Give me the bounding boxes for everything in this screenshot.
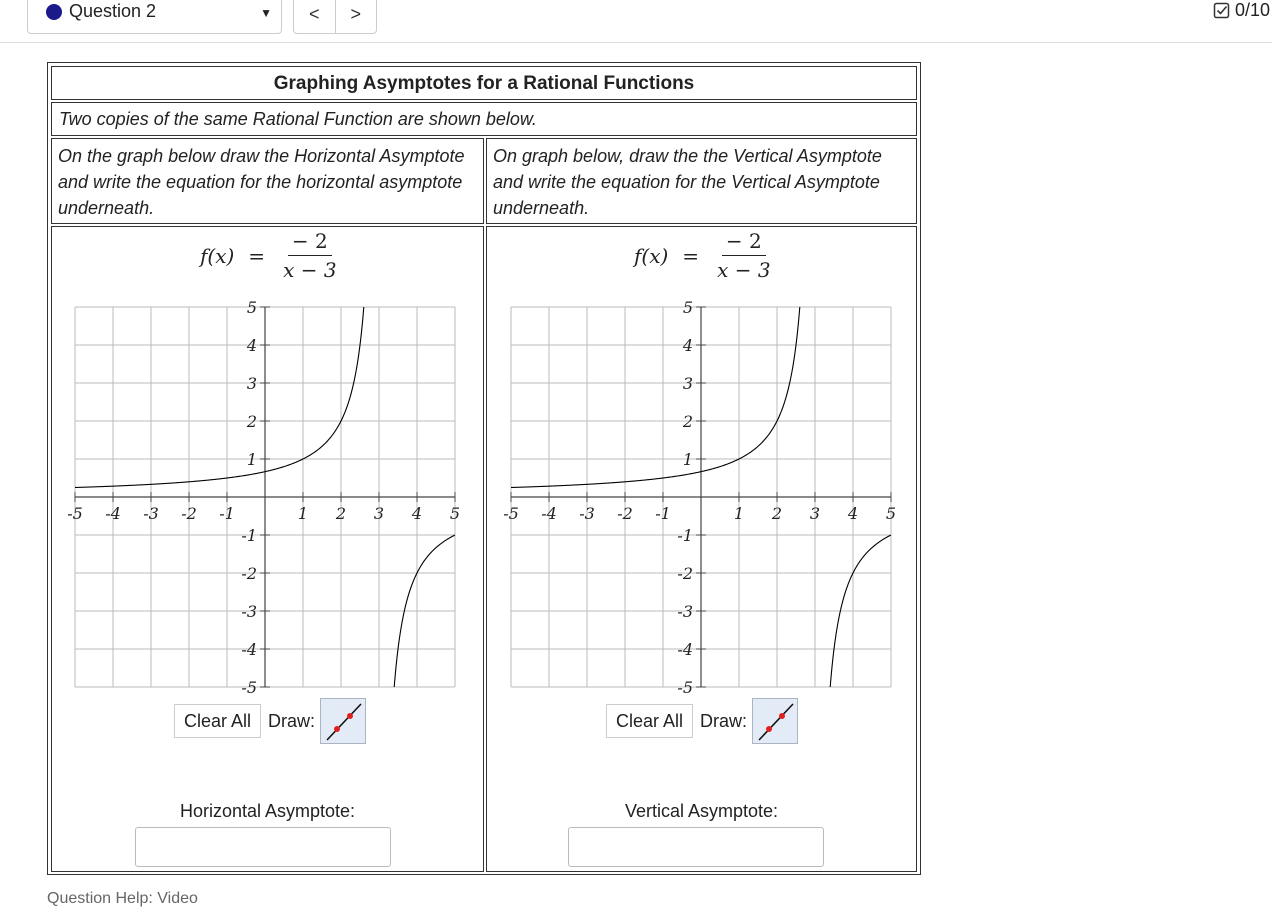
x-tick-label: -1 bbox=[655, 504, 671, 523]
y-tick-label: 1 bbox=[682, 450, 693, 469]
x-tick-label: 1 bbox=[733, 504, 745, 523]
y-tick-label: 3 bbox=[246, 374, 257, 393]
horizontal-asymptote-input[interactable] bbox=[135, 827, 391, 867]
function-formula bbox=[200, 229, 341, 282]
denominator: x − 3 bbox=[717, 258, 771, 282]
x-tick-label: 5 bbox=[885, 504, 897, 523]
question-label: Question 2 bbox=[69, 1, 157, 21]
draw-toolbar bbox=[174, 699, 366, 743]
x-tick-label: -3 bbox=[143, 504, 159, 523]
vertical-instruction: On graph below, draw the the Vertical Asymptote and write the equation for the Vertical Asymptote underneath. bbox=[486, 138, 917, 224]
clear-all-button[interactable]: Clear All bbox=[606, 704, 693, 738]
vertical-asymptote-label: Vertical Asymptote: bbox=[624, 801, 779, 821]
next-question-button[interactable]: > bbox=[335, 0, 377, 33]
x-tick-label: -4 bbox=[105, 504, 121, 523]
y-tick-label: -3 bbox=[241, 602, 257, 621]
draw-toolbar bbox=[606, 699, 798, 743]
problem-title: Graphing Asymptotes for a Rational Functions bbox=[51, 66, 917, 100]
checkbox-icon bbox=[1213, 2, 1231, 20]
x-tick-label: -3 bbox=[579, 504, 595, 523]
function-lhs: f(x) bbox=[200, 243, 235, 268]
problem-table bbox=[47, 62, 921, 875]
score-text: 0/10 bbox=[1234, 0, 1270, 20]
y-tick-label: -2 bbox=[677, 564, 693, 583]
line-tool-button[interactable] bbox=[752, 698, 798, 744]
y-tick-label: 1 bbox=[246, 450, 257, 469]
equals-sign: = bbox=[682, 243, 700, 268]
x-tick-label: 2 bbox=[771, 504, 783, 523]
draw-label: Draw: bbox=[268, 710, 316, 731]
x-tick-label: -2 bbox=[617, 504, 633, 523]
y-tick-label: -5 bbox=[677, 678, 693, 697]
x-tick-label: 2 bbox=[335, 504, 347, 523]
clear-all-button[interactable]: Clear All bbox=[174, 704, 261, 738]
y-tick-label: 5 bbox=[682, 298, 693, 317]
horizontal-asymptote-panel bbox=[51, 226, 484, 872]
y-tick-label: 3 bbox=[682, 374, 693, 393]
x-tick-label: 4 bbox=[411, 504, 423, 523]
vertical-asymptote-panel bbox=[486, 226, 917, 872]
function-formula bbox=[634, 229, 775, 282]
y-tick-label: 4 bbox=[682, 336, 693, 355]
question-status-dot bbox=[46, 4, 62, 20]
y-tick-label: -2 bbox=[241, 564, 257, 583]
y-tick-label: -5 bbox=[241, 678, 257, 697]
y-tick-label: 2 bbox=[246, 412, 257, 431]
y-tick-label: 2 bbox=[682, 412, 693, 431]
x-tick-label: 5 bbox=[449, 504, 461, 523]
numerator: − 2 bbox=[722, 229, 766, 256]
equals-sign: = bbox=[248, 243, 266, 268]
previous-question-button[interactable]: < bbox=[308, 3, 320, 24]
x-tick-label: 3 bbox=[809, 504, 821, 523]
y-tick-label: 5 bbox=[246, 298, 257, 317]
caret-down-icon: ▼ bbox=[260, 6, 272, 20]
x-tick-label: 1 bbox=[297, 504, 309, 523]
function-curve-left-branch bbox=[511, 307, 800, 488]
y-tick-label: -1 bbox=[677, 526, 693, 545]
vertical-asymptote-input[interactable] bbox=[568, 827, 824, 867]
x-tick-label: 4 bbox=[847, 504, 859, 523]
question-help[interactable]: Question Help: Video bbox=[47, 890, 198, 907]
draw-label: Draw: bbox=[700, 710, 748, 731]
y-tick-label: -4 bbox=[677, 640, 693, 659]
fraction bbox=[279, 229, 340, 282]
x-tick-label: -5 bbox=[503, 504, 519, 523]
horizontal-asymptote-label: Horizontal Asymptote: bbox=[179, 801, 356, 821]
y-tick-label: -3 bbox=[677, 602, 693, 621]
numerator: − 2 bbox=[288, 229, 332, 256]
y-tick-label: -1 bbox=[241, 526, 257, 545]
horizontal-instruction: On the graph below draw the Horizontal Asymptote and write the equation for the horizontal asymptote underneath. bbox=[51, 138, 484, 224]
x-tick-label: -1 bbox=[219, 504, 235, 523]
graph-canvas[interactable] bbox=[503, 298, 900, 697]
problem-intro: Two copies of the same Rational Function are shown below. bbox=[51, 102, 917, 136]
question-selector[interactable] bbox=[27, 0, 282, 34]
denominator: x − 3 bbox=[283, 258, 337, 282]
function-lhs: f(x) bbox=[634, 243, 669, 268]
y-tick-label: -4 bbox=[241, 640, 257, 659]
line-tool-icon bbox=[753, 699, 799, 745]
x-tick-label: -5 bbox=[67, 504, 83, 523]
function-curve-left-branch bbox=[75, 307, 364, 488]
graph-canvas[interactable] bbox=[67, 298, 464, 697]
y-tick-label: 4 bbox=[246, 336, 257, 355]
fraction bbox=[713, 229, 774, 282]
x-tick-label: -4 bbox=[541, 504, 557, 523]
score-display bbox=[1213, 0, 1270, 21]
x-tick-label: -2 bbox=[181, 504, 197, 523]
line-tool-button[interactable] bbox=[320, 698, 366, 744]
x-tick-label: 3 bbox=[373, 504, 385, 523]
question-toolbar bbox=[0, 0, 1272, 43]
line-tool-icon bbox=[321, 699, 367, 745]
question-nav bbox=[293, 0, 377, 34]
